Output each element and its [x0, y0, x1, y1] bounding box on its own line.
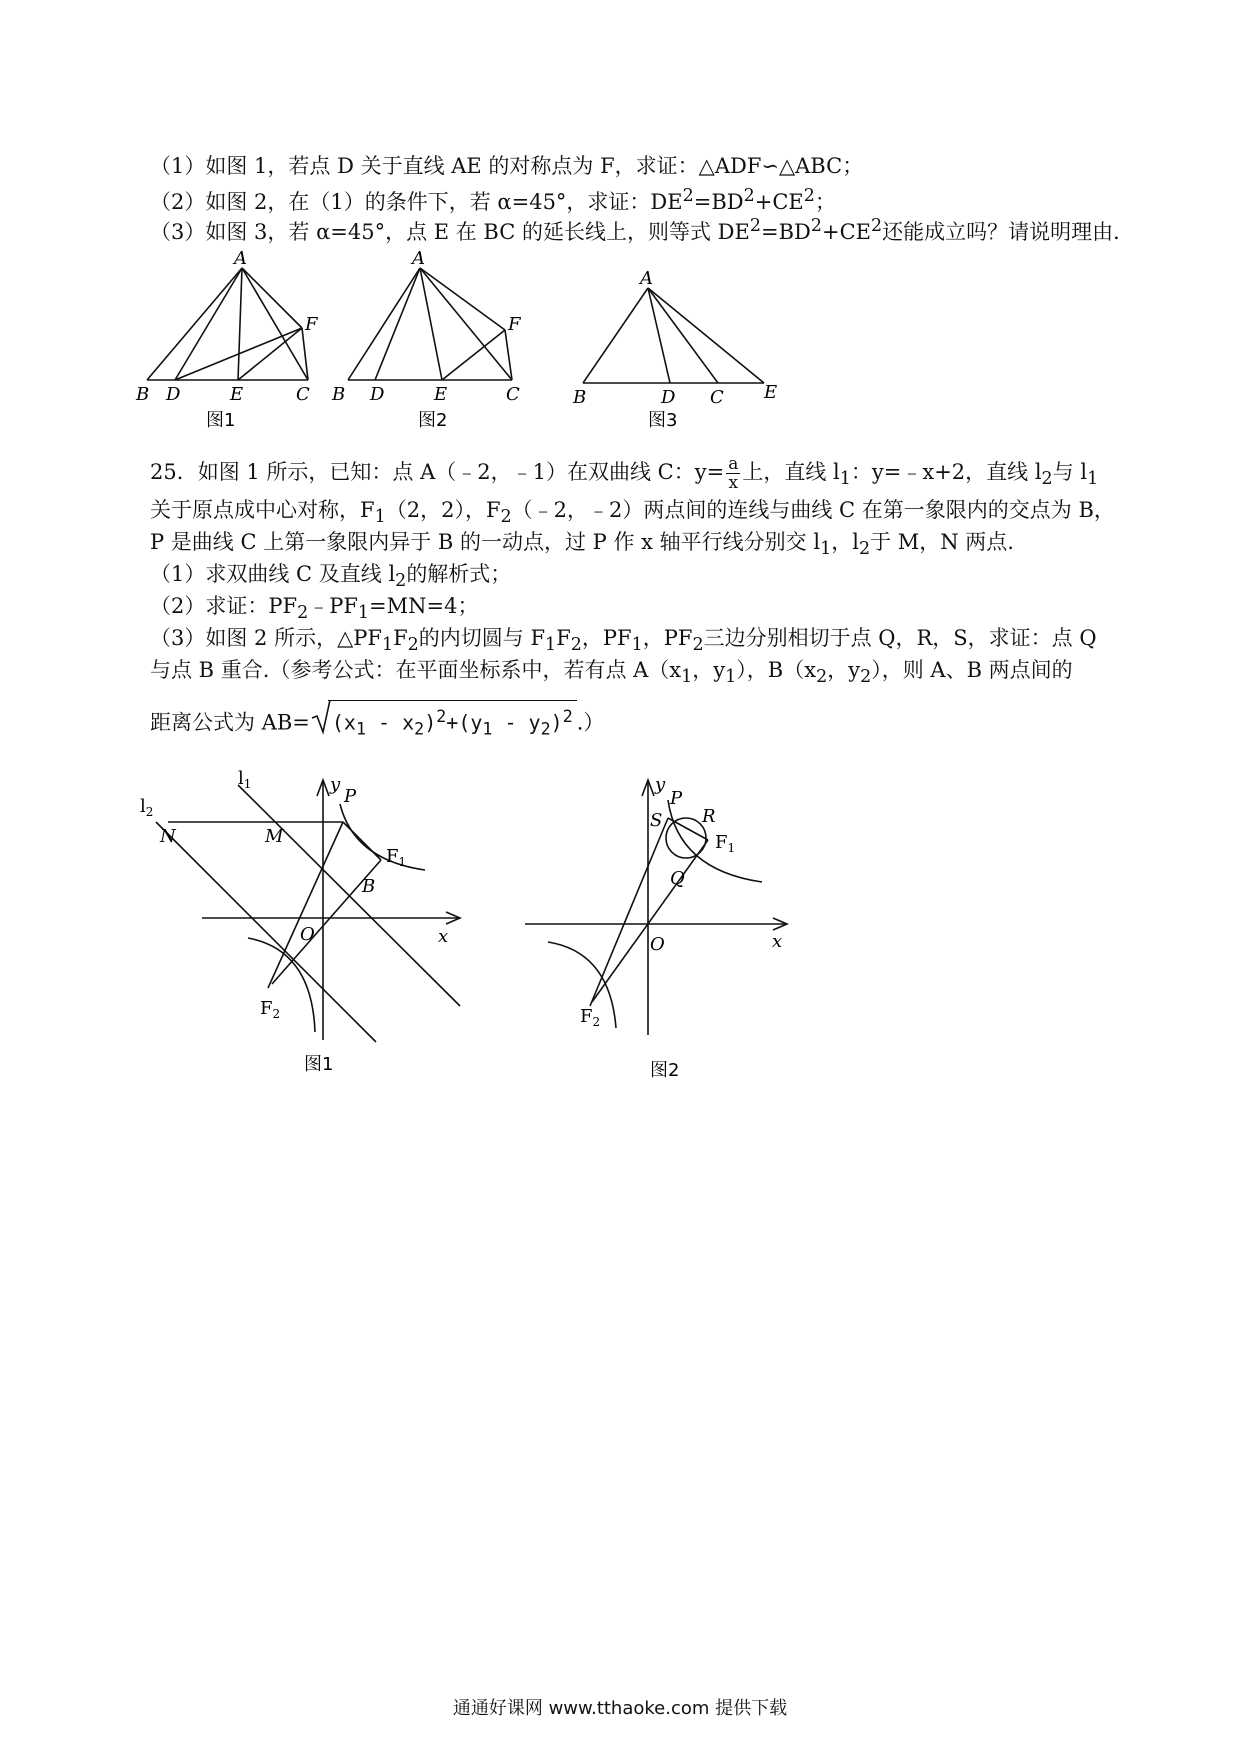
- q25-distance-formula: 距离公式为 AB= $(x_1 - x_2)^2+(y_1 - y_2)^2$ .）: [150, 700, 604, 744]
- fig3-caption: 图3: [648, 410, 678, 430]
- q24-part3: （3）如图 3，若 α=45°，点 E 在 BC 的延长线上，则等式 $DE^2=BD^2+CE^2$还能成立吗？请说明理由．: [150, 216, 1135, 244]
- label-o: O: [300, 924, 315, 945]
- label-x-fig2: x: [772, 931, 783, 952]
- fig2-label-d: D: [370, 384, 385, 405]
- fraction-a-over-x: $\frac{a}{x}$: [728, 454, 739, 493]
- fig1-label-c: C: [296, 384, 310, 405]
- fig3-label-c: C: [710, 387, 724, 408]
- fig3-label-b: B: [573, 387, 587, 408]
- label-f1: $F_1$: [386, 846, 407, 869]
- q24-part1: （1）如图 1，若点 D 关于直线 AE 的对称点为 F，求证：△ADF∽△ABC；: [150, 154, 864, 178]
- label-y-fig2: y: [655, 774, 666, 795]
- fig2-label-e: E: [434, 384, 448, 405]
- label-l2: $l_2$: [140, 796, 154, 819]
- fig1-label-e: E: [230, 384, 244, 405]
- fig2-label-b: B: [332, 384, 346, 405]
- label-f1-fig2: $F_1$: [715, 832, 736, 855]
- square-root-expression: $(x_1 - x_2)^2+(y_1 - y_2)^2$: [310, 700, 577, 744]
- fig3-label-d: D: [661, 387, 676, 408]
- q25-part3-cont: 与点 B 重合.（参考公式：在平面坐标系中，若有点 $A(x_1$，$y_1$），$B(x_2$，$y_2$），则 A、B 两点间的: [150, 658, 1073, 688]
- q25-figure1-lines: [156, 780, 460, 1042]
- q25-figure2-labels: [580, 774, 782, 1029]
- fig2-label-c: C: [506, 384, 520, 405]
- label-f2-fig2: $F_2$: [580, 1006, 601, 1029]
- q25-line2: 关于原点成中心对称，$F_1(2$，2），$F_2(﹣2$，﹣2）两点间的连线与曲线 C 在第一象限内的交点为 B，: [150, 498, 1115, 528]
- label-p: P: [344, 786, 357, 807]
- fig2-label-a: A: [412, 250, 425, 269]
- figure-3-lines: [583, 288, 764, 383]
- label-o-fig2: O: [650, 934, 665, 955]
- label-x: x: [438, 926, 449, 947]
- radical-sign-icon: [310, 696, 332, 736]
- fig2-caption: 图2: [418, 410, 448, 430]
- footer: 通通好课网 www.tthaoke.com 提供下载: [452, 1698, 788, 1719]
- label-y: y: [330, 774, 341, 795]
- fig1-label-a: A: [234, 250, 247, 269]
- q25-part2: （2）求证：$PF_2﹣PF_1=MN=4$；: [150, 594, 479, 624]
- label-p-fig2: P: [670, 788, 683, 809]
- label-r: R: [702, 806, 716, 827]
- q25-fig2-caption: 图2: [650, 1060, 680, 1081]
- label-s: S: [650, 810, 663, 831]
- q25-part3: （3）如图 2 所示，$\triangle PF_1F_2$的内切圆与 $F_1F_2$，$PF_1$，$PF_2$三边分别相切于点 Q，R，S，求证：点 Q: [150, 626, 1097, 656]
- label-b: B: [362, 876, 376, 897]
- fig1-caption: 图1: [206, 410, 236, 430]
- fig1-label-b: B: [136, 384, 150, 405]
- label-l1: $l_1$: [238, 770, 252, 791]
- label-f2: $F_2$: [260, 998, 281, 1021]
- label-q: Q: [670, 868, 685, 889]
- q25-fig1-caption: 图1: [304, 1054, 334, 1075]
- q25-figure1-labels: [140, 770, 448, 1021]
- fig2-label-f: F: [508, 314, 521, 335]
- q24-figures: [130, 250, 910, 430]
- label-m: M: [265, 826, 284, 847]
- fig3-label-e: E: [764, 382, 778, 403]
- figure-1-lines: [147, 268, 308, 380]
- fig1-label-f: F: [305, 314, 318, 335]
- label-n: N: [160, 826, 176, 847]
- fig3-label-a: A: [640, 268, 653, 289]
- figure-2-lines: [348, 268, 512, 380]
- q25-line1: 25．如图 1 所示，已知：点 A（﹣2，﹣1）在双曲线 C：y= $\frac{a}{x}$ 上，直线 $l_1$：y=﹣x+2，直线 $l_2$与 $l_1$: [150, 454, 1099, 493]
- q24-part2: （2）如图 2，在（1）的条件下，若 α=45°，求证：$DE^2=BD^2+CE^2$；: [150, 186, 836, 214]
- fig1-label-d: D: [166, 384, 181, 405]
- q25-figures: [130, 770, 830, 1090]
- q25-line3: P 是曲线 C 上第一象限内异于 B 的一动点，过 P 作 x 轴平行线分别交 $l_1$，$l_2$于 M，N 两点.: [150, 530, 1014, 560]
- q25-part1: （1）求双曲线 C 及直线 $l_2$的解析式；: [150, 562, 512, 592]
